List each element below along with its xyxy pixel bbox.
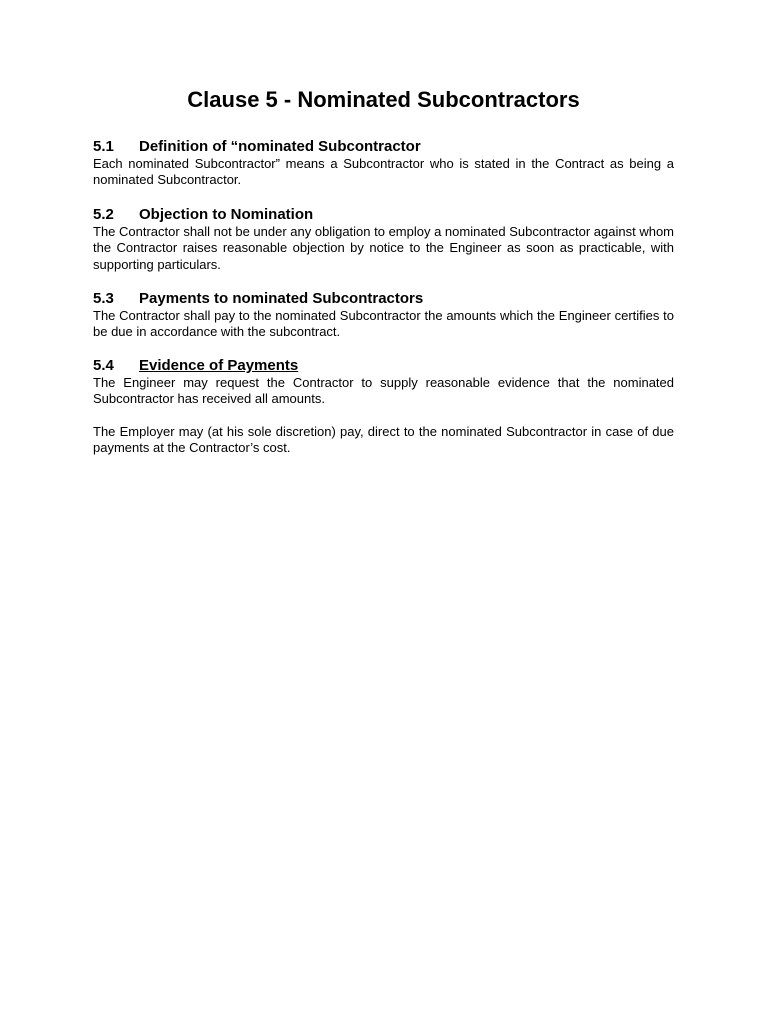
section-heading xyxy=(93,138,674,156)
section-number: 5.4 xyxy=(93,357,114,374)
section-paragraph: The Employer may (at his sole discretion) pay, direct to the nominated Subcontractor in case of due payments at the Contractor’s cost. xyxy=(93,423,674,455)
section-title: Evidence of Payments xyxy=(139,357,299,374)
section-number: 5.2 xyxy=(93,206,114,223)
section-title: Payments to nominated Subcontractors xyxy=(139,290,424,307)
section-title: Objection to Nomination xyxy=(139,206,314,223)
section-5-2 xyxy=(93,206,674,273)
section-paragraph: The Contractor shall pay to the nominated Subcontractor the amounts which the Engineer certifies to be due in accordance with the subcontract. xyxy=(93,308,674,340)
section-heading xyxy=(93,206,674,224)
section-paragraph: The Contractor shall not be under any obligation to employ a nominated Subcontractor against whom the Contractor raises reasonable objection by notice to the Engineer as soon as practicable, with supporting particulars. xyxy=(93,224,675,272)
section-paragraph: Each nominated Subcontractor” means a Subcontractor who is stated in the Contract as being a nominated Subcontractor. xyxy=(93,156,674,188)
section-5-4 xyxy=(93,357,674,456)
section-title: Definition of “nominated Subcontractor xyxy=(139,138,421,155)
page-title: Clause 5 - Nominated Subcontractors xyxy=(187,87,580,112)
section-heading xyxy=(93,290,674,308)
section-heading xyxy=(93,357,674,375)
section-number: 5.1 xyxy=(93,138,114,155)
section-5-3 xyxy=(93,290,674,341)
section-number: 5.3 xyxy=(93,290,114,307)
section-5-1 xyxy=(93,138,674,189)
section-paragraph: The Engineer may request the Contractor to supply reasonable evidence that the nominated Subcontractor has received all amounts. xyxy=(93,375,674,407)
